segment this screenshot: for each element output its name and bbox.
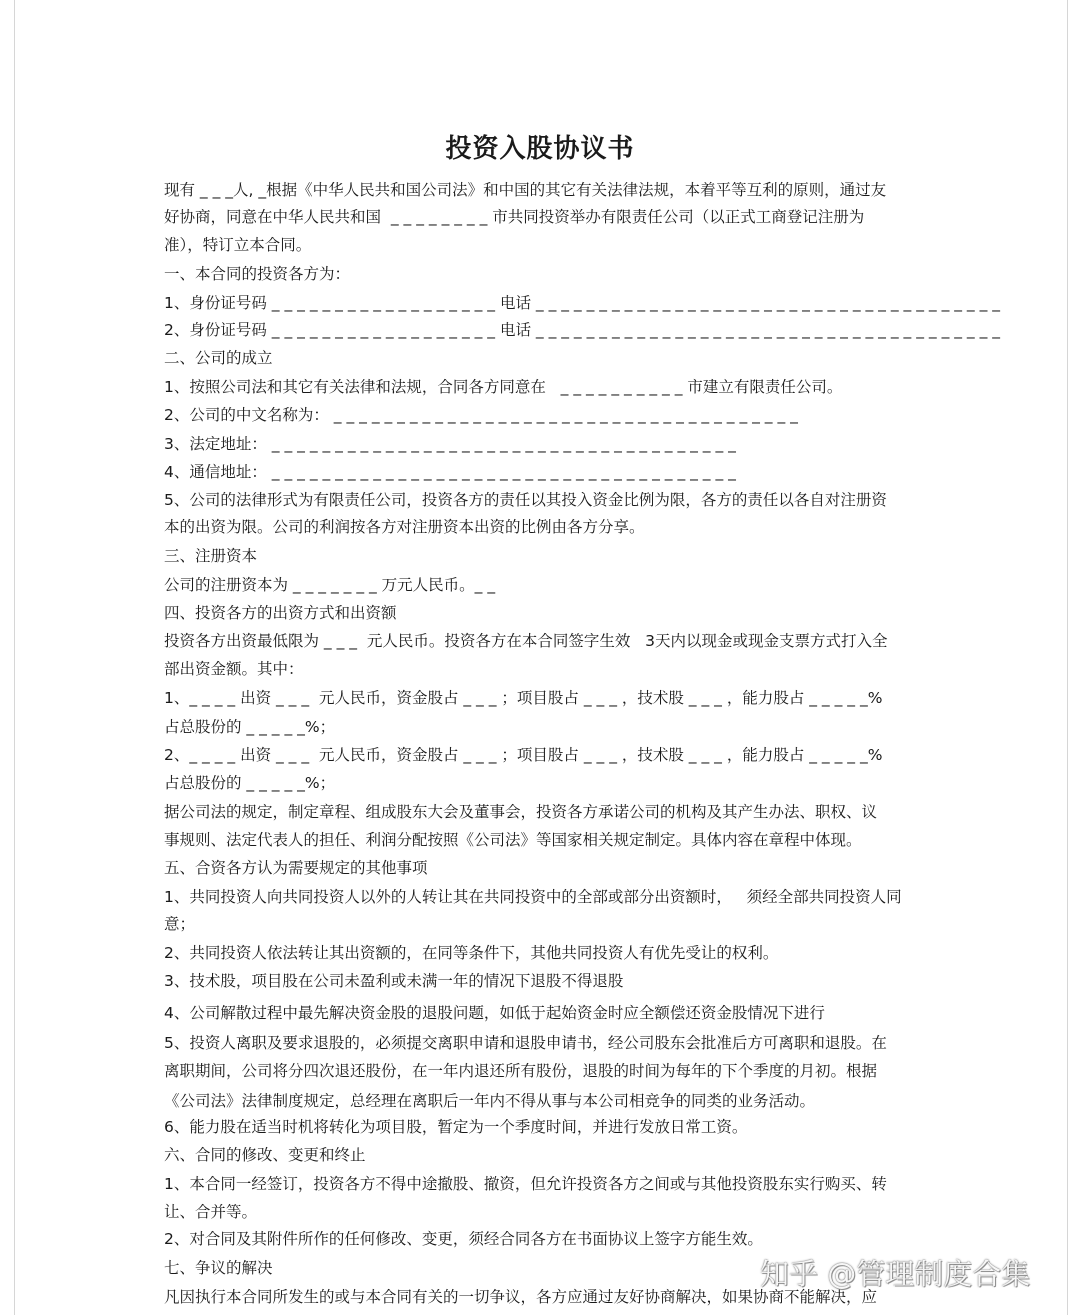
text-line: 凡因执行本合同所发生的或与本合同有关的一切争议，各方应通过友好协商解决，如果协商不能解决，应: [164, 1288, 878, 1306]
text-line: 1、按照公司法和其它有关法律和法规，合同各方同意在 _ _ _ _ _ _ _ _ _ _ 市建立有限责任公司。: [164, 378, 843, 396]
text-line: 2、对合同及其附件所作的任何修改、变更，须经合同各方在书面协议上签字方能生效。: [164, 1230, 763, 1248]
text-line: 意；: [164, 915, 196, 933]
text-line: 3、技术股，项目股在公司未盈利或未满一年的情况下退股不得退股: [164, 972, 624, 990]
text-line: 部出资金额。其中：: [164, 660, 304, 678]
text-line: 1、共同投资人向共同投资人以外的人转让其在共同投资中的全部或部分出资额时， 须经全部共同投资人同: [164, 888, 902, 906]
section-heading: 二、公司的成立: [164, 349, 273, 367]
text-line: 5、投资人离职及要求退股的，必须提交离职申请和退股申请书，经公司股东会批准后方可离职和退股。在: [164, 1034, 887, 1052]
text-line: 4、公司解散过程中最先解决资金股的退股问题，如低于起始资金时应全额偿还资金股情况下进行: [164, 1004, 825, 1022]
text-line: 4、通信地址： _ _ _ _ _ _ _ _ _ _ _ _ _ _ _ _ _ _ _ _ _ _ _ _ _ _ _ _ _ _ _ _ _ _ _ _ _: [164, 463, 736, 481]
text-line: 公司的注册资本为 _ _ _ _ _ _ _ 万元人民币。_ _: [164, 576, 496, 594]
text-line: 准），特订立本合同。: [164, 236, 312, 254]
text-line: 据公司法的规定，制定章程、组成股东大会及董事会，投资各方承诺公司的机构及其产生办法、职权、议: [164, 803, 878, 821]
section-heading: 四、投资各方的出资方式和出资额: [164, 604, 397, 622]
text-line: 离职期间，公司将分四次退还股份，在一年内退还所有股份，退股的时间为每年的下个季度的月初。根据: [164, 1062, 878, 1080]
text-line: 3、法定地址： _ _ _ _ _ _ _ _ _ _ _ _ _ _ _ _ _ _ _ _ _ _ _ _ _ _ _ _ _ _ _ _ _ _ _ _ _: [164, 435, 736, 453]
zhihu-watermark: 知乎 @管理制度合集: [760, 1257, 1031, 1291]
section-heading: 六、合同的修改、变更和终止: [164, 1146, 366, 1164]
text-line: 占总股份的 _ _ _ _ _%；: [164, 718, 336, 736]
text-line: 2、共同投资人依法转让其出资额的，在同等条件下，其他共同投资人有优先受让的权利。: [164, 944, 779, 962]
text-line: 事规则、法定代表人的担任、利润分配按照《公司法》等国家相关规定制定。具体内容在章程中体现。: [164, 831, 862, 849]
section-heading: 五、合资各方认为需要规定的其他事项: [164, 859, 428, 877]
section-heading: 三、注册资本: [164, 547, 258, 565]
section-heading: 一、本合同的投资各方为：: [164, 265, 351, 283]
text-line: 投资各方出资最低限为 _ _ _ 元人民币。投资各方在本合同签字生效 3天内以现金或现金支票方式打入全: [164, 632, 888, 650]
text-line: 让、合并等。: [164, 1203, 258, 1221]
text-line: 6、能力股在适当时机将转化为项目股，暂定为一个季度时间，并进行发放日常工资。: [164, 1118, 748, 1136]
page-left-edge: [14, 0, 15, 1315]
text-line: 《公司法》法律制度规定，总经理在离职后一年内不得从事与本公司相竞争的同类的业务活动。: [164, 1092, 816, 1110]
text-line: 本的出资为限。公司的利润按各方对注册资本出资的比例由各方分享。: [164, 518, 645, 536]
text-line: 好协商，同意在中华人民共和国 _ _ _ _ _ _ _ _ 市共同投资举办有限责任公司（以正式工商登记注册为: [164, 208, 865, 226]
text-line: 1、_ _ _ _ 出资 _ _ _ 元人民币，资金股占 _ _ _ ；项目股占 _ _ _ ，技术股 _ _ _ ，能力股占 _ _ _ _ _%: [164, 689, 883, 707]
section-heading: 七、争议的解决: [164, 1259, 273, 1277]
text-line: 2、身份证号码 _ _ _ _ _ _ _ _ _ _ _ _ _ _ _ _ _ _ 电话 _ _ _ _ _ _ _ _ _ _ _ _ _ _ _ _ _ _ _ _ _ _ _ _ _ _ _ _ _ _ _ _ _ _ _ _ _: [164, 321, 1001, 339]
text-line: 1、身份证号码 _ _ _ _ _ _ _ _ _ _ _ _ _ _ _ _ _ _ 电话 _ _ _ _ _ _ _ _ _ _ _ _ _ _ _ _ _ _ _ _ _ _ _ _ _ _ _ _ _ _ _ _ _ _ _ _ _: [164, 294, 1001, 312]
text-line: 1、本合同一经签订，投资各方不得中途撤股、撤资，但允许投资各方之间或与其他投资股东实行购买、转: [164, 1175, 887, 1193]
document-title: 投资入股协议书: [445, 134, 635, 164]
text-line: 2、公司的中文名称为： _ _ _ _ _ _ _ _ _ _ _ _ _ _ _ _ _ _ _ _ _ _ _ _ _ _ _ _ _ _ _ _ _ _ _ _ _: [164, 406, 798, 424]
text-line: 现有 _ _ _人, _根据《中华人民共和国公司法》和中国的其它有关法律法规，本着平等互利的原则，通过友: [164, 181, 887, 199]
text-line: 占总股份的 _ _ _ _ _%；: [164, 774, 336, 792]
page-right-edge: [1067, 0, 1068, 1315]
text-line: 5、公司的法律形式为有限责任公司，投资各方的责任以其投入资金比例为限，各方的责任以各自对注册资: [164, 491, 887, 509]
text-line: 2、_ _ _ _ 出资 _ _ _ 元人民币，资金股占 _ _ _ ；项目股占 _ _ _ ，技术股 _ _ _ ，能力股占 _ _ _ _ _%: [164, 746, 883, 764]
